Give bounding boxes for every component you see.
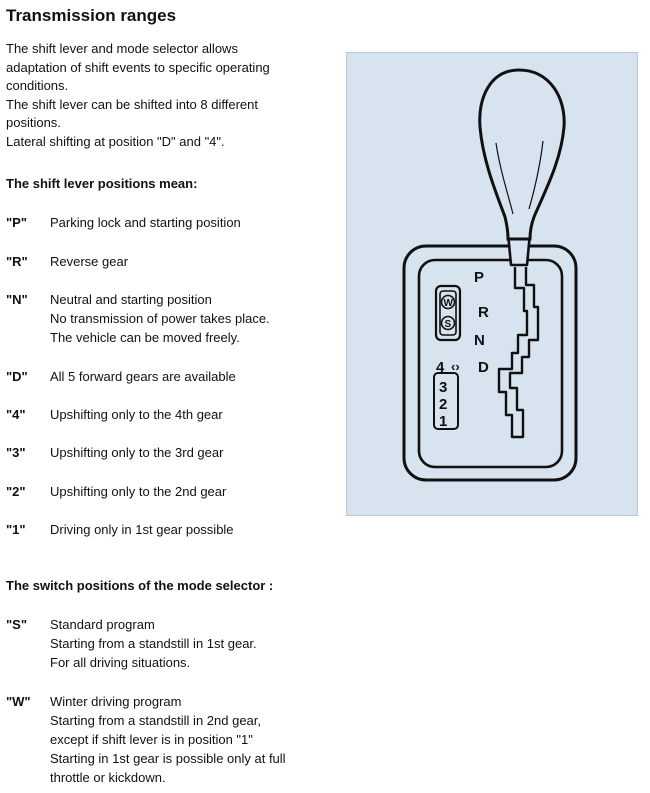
mode-key: "S" — [6, 617, 27, 632]
shift-lever-illustration — [346, 52, 638, 516]
position-description: Upshifting only to the 4th gear — [50, 407, 223, 422]
intro-line: positions. — [6, 115, 61, 131]
mode-description: Starting from a standstill in 2nd gear, — [50, 713, 262, 728]
mode-description: Starting in 1st gear is possible only at full — [50, 751, 286, 766]
intro-line: adaptation of shift events to specific operating — [6, 59, 270, 75]
position-key: "3" — [6, 445, 26, 460]
intro-line: Lateral shifting at position "D" and "4". — [6, 133, 225, 149]
gate-slot — [499, 267, 538, 437]
mode-label-s: S — [444, 319, 452, 330]
mode-description: For all driving situations. — [50, 655, 191, 670]
gate-label-d: D — [478, 359, 489, 376]
mode-label-w: W — [443, 298, 453, 309]
position-description: All 5 forward gears are available — [50, 369, 236, 384]
mode-key: "W" — [6, 694, 31, 709]
mode-description: Standard program — [50, 617, 155, 632]
gate-label-3: 3 — [439, 379, 448, 396]
position-description: Upshifting only to the 2nd gear — [50, 484, 227, 499]
mode-description: Winter driving program — [50, 694, 182, 709]
mode-description: throttle or kickdown. — [50, 770, 166, 785]
position-description: Upshifting only to the 3rd gear — [50, 445, 224, 460]
position-key: "P" — [6, 215, 27, 230]
lateral-shift-arrows: ‹› — [451, 359, 460, 374]
intro-paragraph — [6, 40, 326, 152]
shift-gate-diagram — [347, 53, 639, 517]
mode-description: except if shift lever is in position "1" — [50, 732, 253, 747]
position-description: No transmission of power takes place. — [50, 311, 270, 326]
position-description: The vehicle can be moved freely. — [50, 330, 240, 345]
lever-knob — [480, 70, 564, 239]
position-description: Neutral and starting position — [50, 292, 212, 307]
gate-label-p: P — [474, 269, 485, 286]
gate-label-n: N — [474, 332, 485, 349]
gate-label-2: 2 — [439, 396, 448, 413]
shift-positions-heading: The shift lever positions mean: — [6, 176, 198, 191]
mode-description: Starting from a standstill in 1st gear. — [50, 636, 257, 651]
position-description: Driving only in 1st gear possible — [50, 522, 234, 537]
gate-label-1: 1 — [439, 413, 448, 430]
intro-line: The shift lever can be shifted into 8 different — [6, 96, 258, 112]
intro-line: The shift lever and mode selector allows — [6, 41, 238, 56]
position-key: "R" — [6, 254, 28, 269]
position-key: "1" — [6, 522, 26, 537]
gate-housing-outline — [404, 246, 576, 480]
gate-label-r: R — [478, 304, 489, 321]
page-title: Transmission ranges — [6, 6, 177, 25]
position-key: "D" — [6, 369, 28, 384]
gate-label-4: 4 — [436, 359, 445, 376]
intro-line: conditions. — [6, 78, 69, 94]
position-key: "4" — [6, 407, 26, 422]
position-key: "2" — [6, 484, 26, 499]
position-description: Parking lock and starting position — [50, 215, 241, 230]
position-key: "N" — [6, 292, 28, 307]
mode-selector-heading: The switch positions of the mode selector : — [6, 578, 274, 593]
position-description: Reverse gear — [50, 254, 129, 269]
